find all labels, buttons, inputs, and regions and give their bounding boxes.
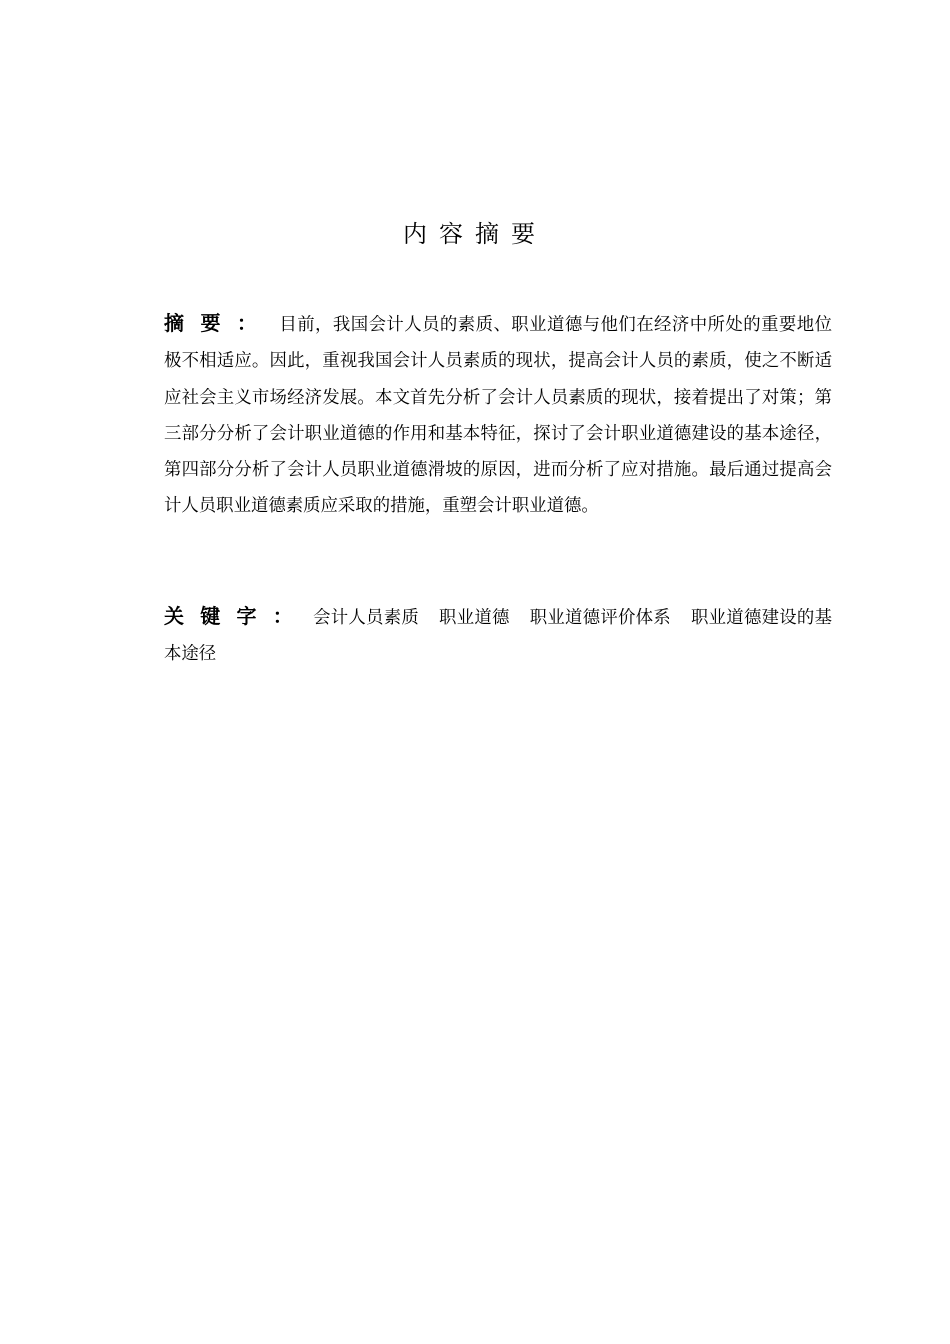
keywords-label: 关键字： [164, 604, 310, 628]
abstract-label: 摘要： [164, 311, 274, 335]
keyword-item: 职业道德 [439, 608, 510, 628]
page-title: 内容摘要 [403, 220, 547, 248]
keyword-item: 职业道德建设的基本途径 [164, 608, 832, 664]
keywords-paragraph [164, 598, 832, 672]
abstract-text: 目前，我国会计人员的素质、职业道德与他们在经济中所处的重要地位极不相适应。因此，重视我国会计人员素质的现状，提高会计人员的素质，使之不断适应社会主义市场经济发展。本文首先分析了会计人员素质的现状，接着提出了对策；第三部分分析了会计职业道德的作用和基本特征，探讨了会计职业道德建设的基本途径，第四部分分析了会计人员职业道德滑坡的原因，进而分析了应对措施。最后通过提高会计人员职业道德素质应采取的措施，重塑会计职业道德。 [164, 315, 832, 517]
abstract-paragraph [164, 305, 832, 525]
keyword-item: 会计人员素质 [313, 608, 420, 628]
keyword-item: 职业道德评价体系 [529, 608, 671, 628]
